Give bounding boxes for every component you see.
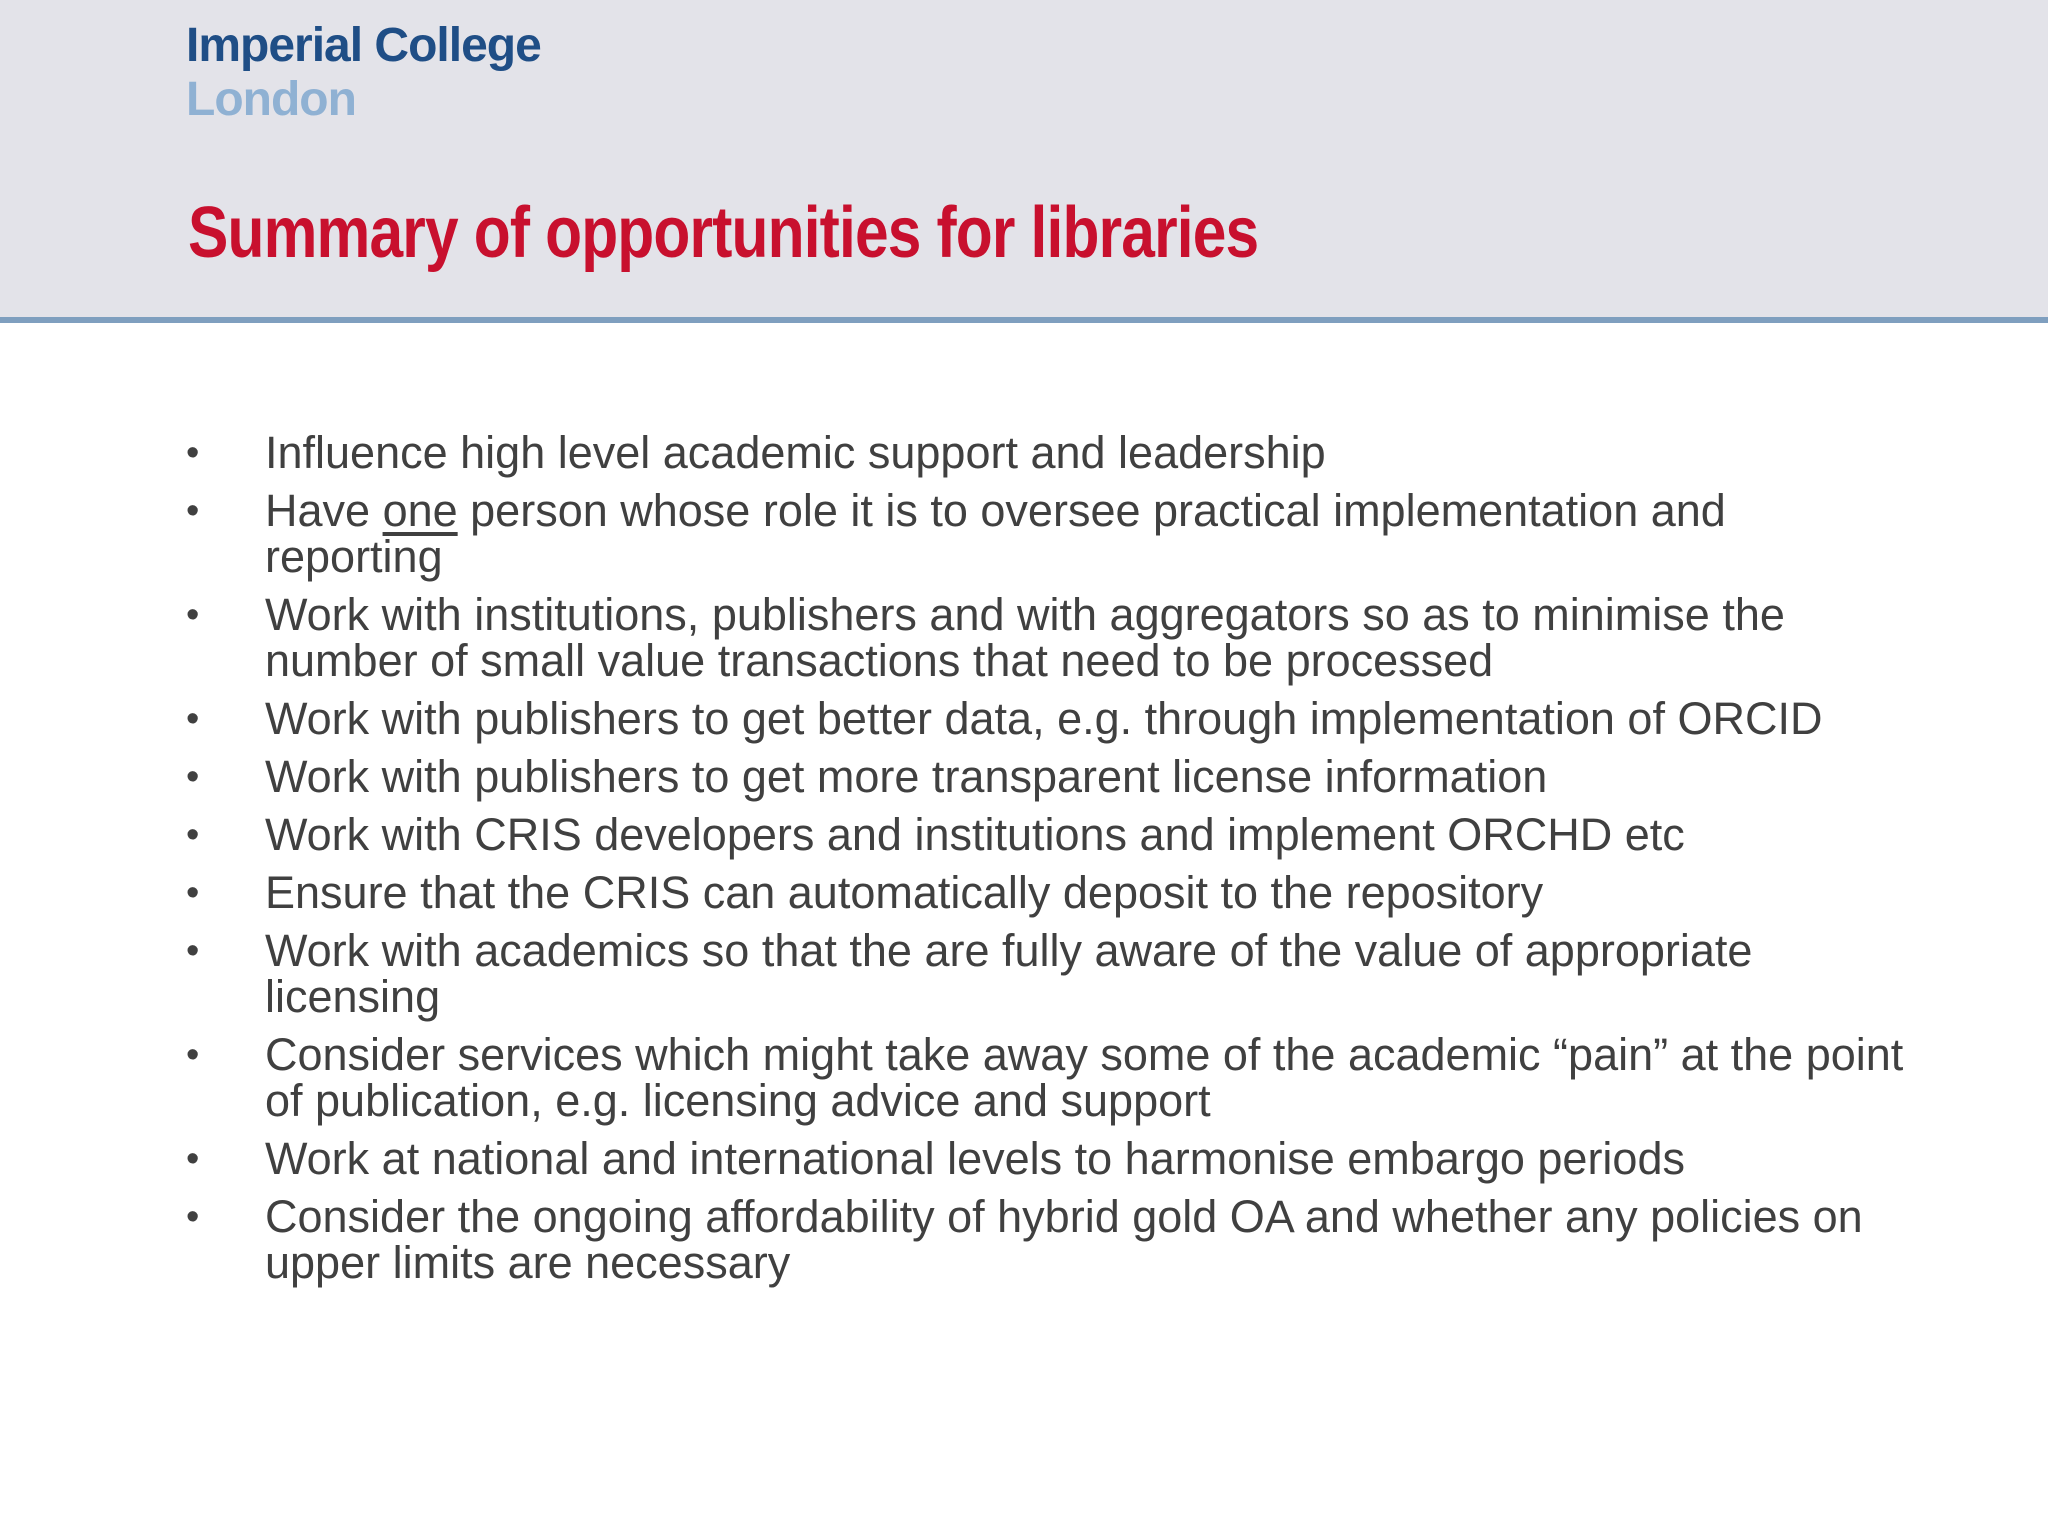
imperial-college-logo (186, 19, 541, 126)
bullet-text: Work at national and international levels to harmonise embargo periods (265, 1133, 1685, 1184)
bullet-item (186, 1191, 1906, 1288)
bullet-icon: • (186, 432, 200, 474)
bullet-text-after: person whose role it is to oversee practical implementation and reporting (265, 485, 1726, 582)
bullet-item (186, 693, 1906, 744)
bullet-item (186, 485, 1906, 582)
logo-line-2: London (186, 73, 356, 126)
bullet-text-before: Have (265, 485, 383, 536)
bullet-icon: • (186, 490, 200, 532)
bullet-icon: • (186, 814, 200, 856)
bullet-item (186, 427, 1906, 478)
bullet-item (186, 1133, 1906, 1184)
bullet-icon: • (186, 698, 200, 740)
bullet-item (186, 1029, 1906, 1126)
bullet-item (186, 809, 1906, 860)
bullet-icon: • (186, 930, 200, 972)
bullet-text: Influence high level academic support and leadership (265, 427, 1326, 478)
bullet-text: Consider services which might take away some of the academic “pain” at the point of publication, e.g. licensing advice and support (265, 1029, 1904, 1126)
bullet-icon: • (186, 1034, 200, 1076)
header-band (0, 0, 2048, 323)
bullet-text: Work with publishers to get better data, e.g. through implementation of ORCID (265, 693, 1823, 744)
bullet-list (186, 427, 1906, 1298)
bullet-text (265, 485, 1726, 582)
bullet-icon: • (186, 594, 200, 636)
bullet-item (186, 925, 1906, 1022)
bullet-text: Work with institutions, publishers and with aggregators so as to minimise the number of small value transactions that need to be processed (265, 589, 1785, 686)
bullet-item (186, 867, 1906, 918)
bullet-item (186, 589, 1906, 686)
logo-line-1: Imperial College (186, 19, 541, 72)
bullet-text: Ensure that the CRIS can automatically deposit to the repository (265, 867, 1544, 918)
bullet-text: Work with publishers to get more transparent license information (265, 751, 1548, 802)
bullet-text: Work with academics so that the are fully aware of the value of appropriate licensing (265, 925, 1753, 1022)
bullet-text: Work with CRIS developers and institutions and implement ORCHD etc (265, 809, 1685, 860)
bullet-text-underlined: one (382, 485, 458, 536)
bullet-icon: • (186, 756, 200, 798)
bullet-item (186, 751, 1906, 802)
bullet-icon: • (186, 872, 200, 914)
slide-title: Summary of opportunities for libraries (188, 193, 1259, 273)
bullet-icon: • (186, 1196, 200, 1238)
bullet-icon: • (186, 1138, 200, 1180)
bullet-text: Consider the ongoing affordability of hybrid gold OA and whether any policies on upper limits are necessary (265, 1191, 1863, 1288)
